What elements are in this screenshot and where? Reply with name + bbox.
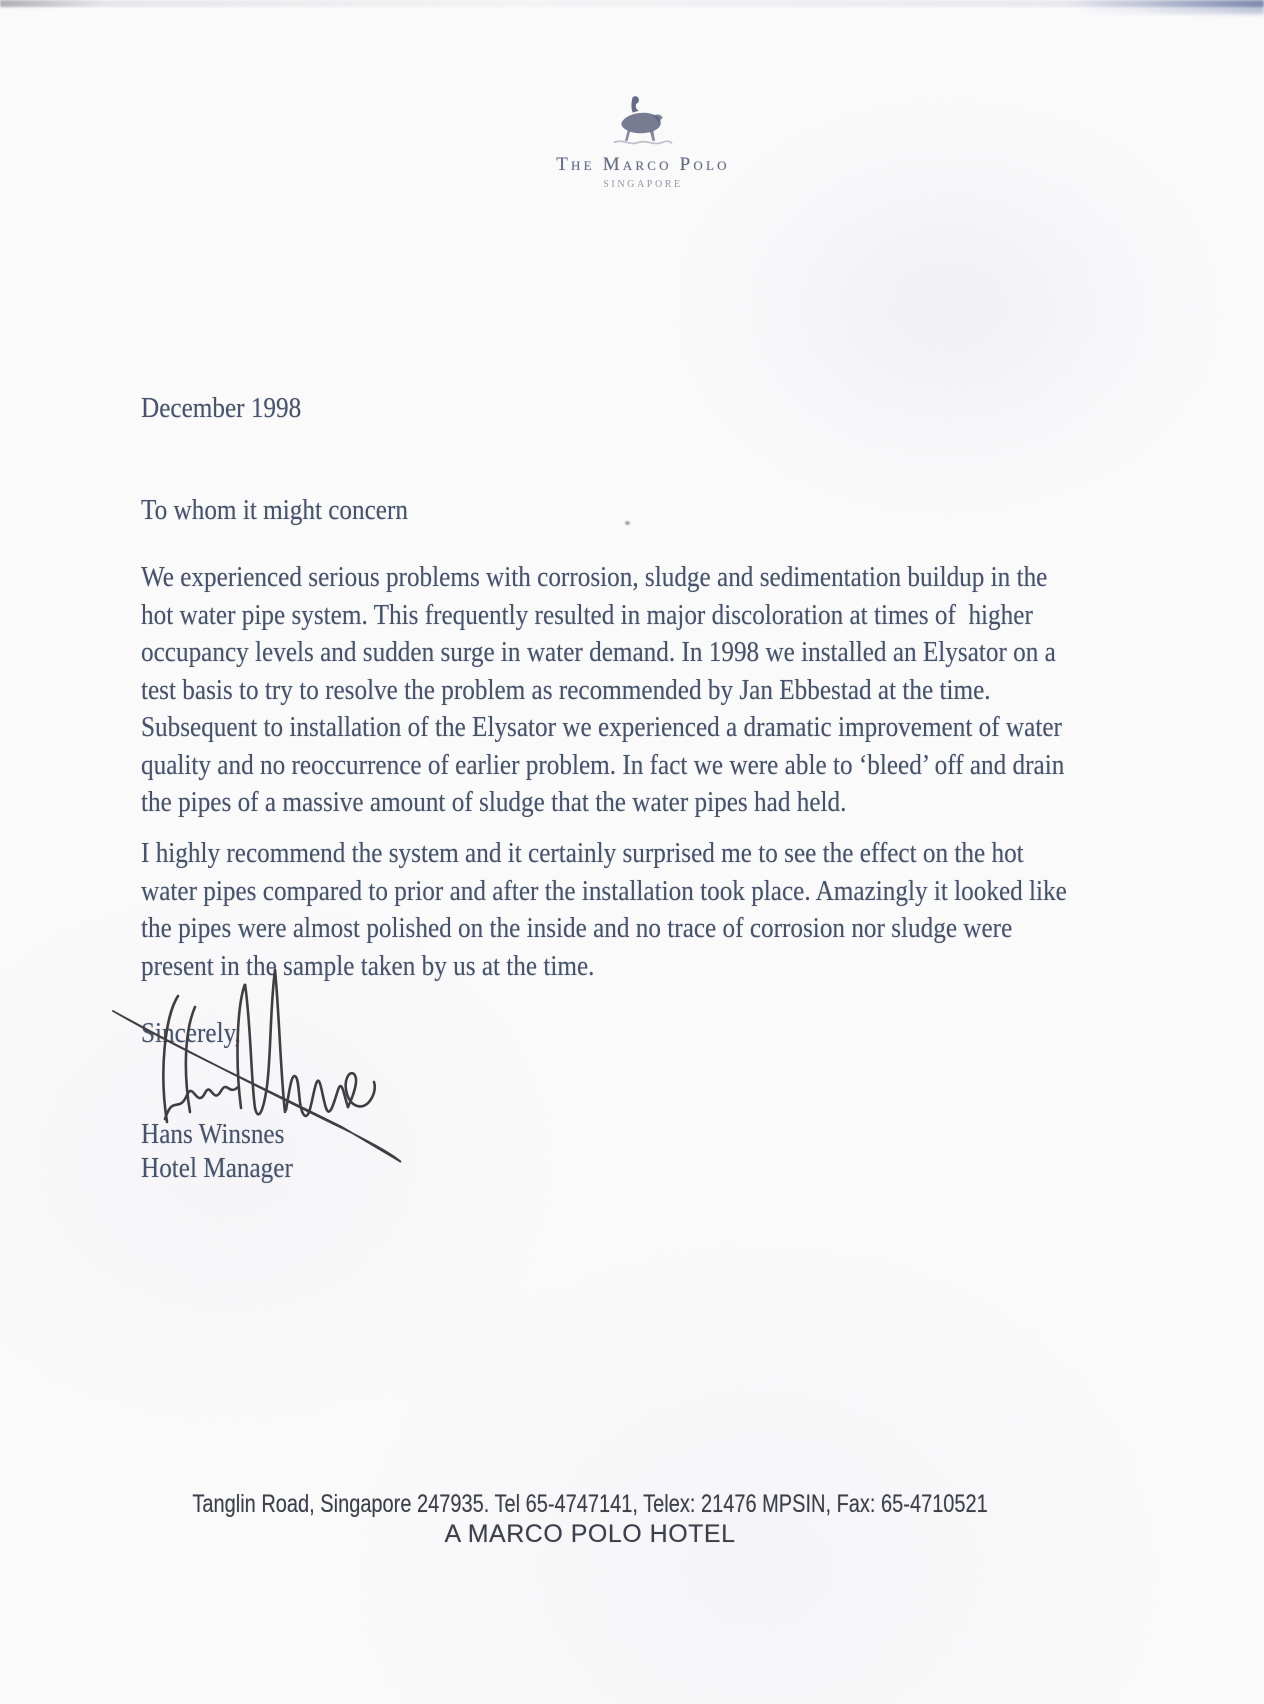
hotel-city: SINGAPORE: [603, 179, 683, 190]
letterhead: [11, 92, 1264, 190]
scan-smudge-artifact: [1074, 0, 1264, 14]
footer: [0, 1489, 1180, 1549]
letter-date: December 1998: [141, 393, 302, 424]
body-line: the pipes of a massive amount of sludge that the water pipes had held.: [141, 787, 847, 818]
scan-speck-artifact: [625, 521, 630, 525]
body-line: quality and no reoccurrence of earlier problem. In fact we were able to ‘bleed’ off and drain: [141, 749, 1065, 781]
body-line: present in the sample taken by us at the time.: [141, 950, 595, 982]
body-line: water pipes compared to prior and after the installation took place. Amazingly it looked like: [141, 875, 1067, 907]
body-line: the pipes were almost polished on the inside and no trace of corrosion nor sludge were: [141, 913, 1013, 944]
footer-address: Tanglin Road, Singapore 247935. Tel 65-4747141, Telex: 21476 MPSIN, Fax: 65-4710521: [192, 1490, 988, 1518]
letter-closing: Sincerely,: [141, 1018, 241, 1049]
hotel-logo-icon: [601, 92, 685, 152]
footer-brand: A MARCO POLO HOTEL: [444, 1520, 736, 1548]
letter-body-paragraph-1: [141, 559, 1167, 822]
hotel-name: The Marco Polo: [556, 154, 730, 175]
signer-title: Hotel Manager: [141, 1153, 293, 1184]
body-line: Subsequent to installation of the Elysator we experienced a dramatic improvement of water: [141, 712, 1062, 743]
signer-block: [141, 1118, 310, 1186]
letter-salutation: To whom it might concern: [141, 495, 408, 526]
body-line: hot water pipe system. This frequently resulted in major discoloration at times of higher: [141, 599, 1033, 631]
signer-name: Hans Winsnes: [141, 1119, 285, 1150]
body-line: test basis to try to resolve the problem as recommended by Jan Ebbestad at the time.: [141, 674, 991, 706]
body-line: I highly recommend the system and it certainly surprised me to see the effect on the hot: [141, 838, 1024, 869]
body-line: We experienced serious problems with corrosion, sludge and sedimentation buildup in the: [141, 562, 1048, 593]
body-line: occupancy levels and sudden surge in water demand. In 1998 we installed an Elysator on a: [141, 637, 1056, 668]
